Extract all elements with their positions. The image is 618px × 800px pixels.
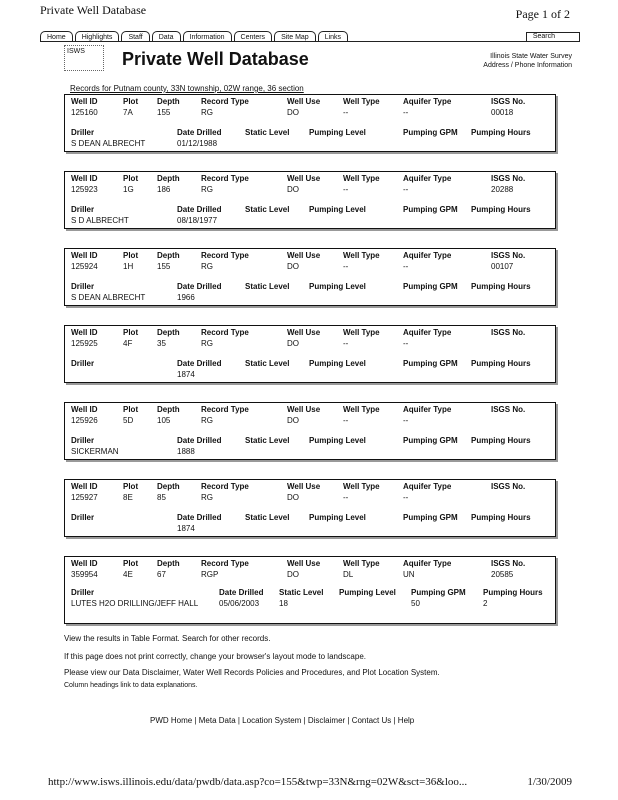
value-driller: S DEAN ALBRECHT (71, 139, 146, 148)
tab-data[interactable]: Data (152, 31, 181, 42)
value-record-type: RG (201, 493, 213, 502)
value-well-id: 125160 (71, 108, 98, 117)
col-header-record-type[interactable]: Record Type (201, 405, 249, 414)
col-header-pumping-level[interactable]: Pumping Level (309, 128, 366, 137)
value-well-use: DO (287, 416, 299, 425)
col-header-date-drilled[interactable]: Date Drilled (177, 282, 222, 291)
col-header-driller[interactable]: Driller (71, 282, 95, 291)
col-header-static-level[interactable]: Static Level (245, 128, 290, 137)
col-header-well-type[interactable]: Well Type (343, 328, 380, 337)
col-header-date-drilled[interactable]: Date Drilled (177, 205, 222, 214)
policies-line[interactable]: Please view our Data Disclaimer, Water Well Records Policies and Procedures, and Plot Location System. (64, 668, 440, 677)
col-header-aquifer-type[interactable]: Aquifer Type (403, 97, 452, 106)
record-box (64, 479, 556, 537)
col-header-pumping-gpm[interactable]: Pumping GPM (403, 205, 458, 214)
value-aquifer-type: -- (403, 493, 409, 502)
col-header-plot[interactable]: Plot (123, 251, 139, 260)
col-header-pumping-hours[interactable]: Pumping Hours (471, 128, 531, 137)
col-header-well-use[interactable]: Well Use (287, 328, 321, 337)
record-box (64, 402, 556, 460)
value-date-drilled: 1888 (177, 447, 195, 456)
col-header-well-id[interactable]: Well ID (71, 482, 98, 491)
col-header-well-type[interactable]: Well Type (343, 174, 380, 183)
value-plot: 4F (123, 339, 133, 348)
value-aquifer-type: -- (403, 108, 409, 117)
col-header-date-drilled[interactable]: Date Drilled (177, 359, 222, 368)
agency-contact[interactable]: Address / Phone Information (483, 62, 572, 69)
col-header-aquifer-type[interactable]: Aquifer Type (403, 328, 452, 337)
value-depth: 155 (157, 262, 171, 271)
tab-staff[interactable]: Staff (121, 31, 149, 42)
value-driller: S D ALBRECHT (71, 216, 129, 225)
col-header-driller[interactable]: Driller (71, 359, 95, 368)
col-header-driller[interactable]: Driller (71, 436, 95, 445)
record-box (64, 94, 556, 152)
page-title: Private Well Database (122, 49, 309, 69)
col-header-plot[interactable]: Plot (123, 482, 139, 491)
value-static-level: 18 (279, 599, 288, 608)
tab-highlights[interactable]: Highlights (75, 31, 120, 42)
col-header-driller[interactable]: Driller (71, 128, 95, 137)
value-depth: 85 (157, 493, 166, 502)
value-pumping-hours: 2 (483, 599, 488, 608)
value-well-use: DO (287, 262, 299, 271)
col-header-well-type[interactable]: Well Type (343, 405, 380, 414)
value-aquifer-type: -- (403, 416, 409, 425)
col-header-well-id[interactable]: Well ID (71, 328, 98, 337)
col-header-driller[interactable]: Driller (71, 588, 95, 597)
isws-logo[interactable]: ISWS (64, 45, 104, 71)
col-header-well-id[interactable]: Well ID (71, 405, 98, 414)
agency-info (483, 52, 572, 70)
col-header-date-drilled[interactable]: Date Drilled (177, 513, 222, 522)
record-box (64, 556, 556, 624)
value-well-id: 125925 (71, 339, 98, 348)
col-header-well-use[interactable]: Well Use (287, 405, 321, 414)
col-header-well-type[interactable]: Well Type (343, 97, 380, 106)
col-header-aquifer-type[interactable]: Aquifer Type (403, 251, 452, 260)
col-header-isgs-no[interactable]: ISGS No. (491, 97, 526, 106)
col-header-well-type[interactable]: Well Type (343, 482, 380, 491)
value-well-type: DL (343, 570, 354, 579)
col-header-well-type[interactable]: Well Type (343, 559, 380, 568)
value-plot: 7A (123, 108, 133, 117)
col-header-pumping-hours[interactable]: Pumping Hours (471, 513, 531, 522)
col-header-aquifer-type[interactable]: Aquifer Type (403, 482, 452, 491)
print-header-page: Page 1 of 2 (515, 7, 570, 21)
value-well-id: 125926 (71, 416, 98, 425)
col-header-pumping-level[interactable]: Pumping Level (339, 588, 396, 597)
col-header-plot[interactable]: Plot (123, 559, 139, 568)
value-date-drilled: 05/06/2003 (219, 599, 260, 608)
col-header-isgs-no[interactable]: ISGS No. (491, 482, 526, 491)
print-note: If this page does not print correctly, change your browser's layout mode to landscape. (64, 652, 366, 661)
col-header-record-type[interactable]: Record Type (201, 559, 249, 568)
value-depth: 155 (157, 108, 171, 117)
col-header-record-type[interactable]: Record Type (201, 97, 249, 106)
value-well-id: 125923 (71, 185, 98, 194)
tab-site-map[interactable]: Site Map (274, 31, 316, 42)
col-header-plot[interactable]: Plot (123, 405, 139, 414)
col-header-plot[interactable]: Plot (123, 174, 139, 183)
col-header-aquifer-type[interactable]: Aquifer Type (403, 405, 452, 414)
value-plot: 5D (123, 416, 134, 425)
value-plot: 1G (123, 185, 134, 194)
value-isgs-no: 20585 (491, 570, 514, 579)
col-header-depth[interactable]: Depth (157, 97, 180, 106)
print-footer-date: 1/30/2009 (527, 776, 572, 788)
col-header-plot[interactable]: Plot (123, 328, 139, 337)
col-header-pumping-level[interactable]: Pumping Level (309, 205, 366, 214)
value-record-type: RG (201, 262, 213, 271)
col-header-pumping-gpm[interactable]: Pumping GPM (403, 359, 458, 368)
value-isgs-no: 00107 (491, 262, 514, 271)
col-header-pumping-hours[interactable]: Pumping Hours (471, 436, 531, 445)
col-header-pumping-gpm[interactable]: Pumping GPM (403, 436, 458, 445)
print-footer-url: http://www.isws.illinois.edu/data/pwdb/data.asp?co=155&twp=33N&rng=02W&sct=36&loo... (48, 776, 468, 788)
col-header-pumping-gpm[interactable]: Pumping GPM (403, 513, 458, 522)
col-header-record-type[interactable]: Record Type (201, 174, 249, 183)
col-header-pumping-hours[interactable]: Pumping Hours (471, 359, 531, 368)
value-plot: 4E (123, 570, 133, 579)
value-date-drilled: 1874 (177, 370, 195, 379)
col-header-static-level[interactable]: Static Level (245, 513, 290, 522)
value-isgs-no: 20288 (491, 185, 514, 194)
value-isgs-no: 00018 (491, 108, 514, 117)
bottom-nav[interactable]: PWD Home | Meta Data | Location System | Disclaimer | Contact Us | Help (150, 716, 415, 725)
col-header-well-use[interactable]: Well Use (287, 251, 321, 260)
value-depth: 186 (157, 185, 171, 194)
value-record-type: RGP (201, 570, 219, 579)
col-header-driller[interactable]: Driller (71, 513, 95, 522)
records-summary: Records for Putnam county, 33N township, 02W range, 36 section (70, 84, 304, 93)
tab-home[interactable]: Home (40, 31, 73, 42)
record-box (64, 325, 556, 383)
value-record-type: RG (201, 416, 213, 425)
value-aquifer-type: -- (403, 185, 409, 194)
col-header-depth[interactable]: Depth (157, 174, 180, 183)
col-header-record-type[interactable]: Record Type (201, 328, 249, 337)
value-record-type: RG (201, 339, 213, 348)
col-header-depth[interactable]: Depth (157, 328, 180, 337)
col-header-well-type[interactable]: Well Type (343, 251, 380, 260)
col-header-well-id[interactable]: Well ID (71, 174, 98, 183)
value-well-id: 125924 (71, 262, 98, 271)
col-header-well-id[interactable]: Well ID (71, 97, 98, 106)
value-driller: S DEAN ALBRECHT (71, 293, 146, 302)
col-header-well-use[interactable]: Well Use (287, 174, 321, 183)
col-header-isgs-no[interactable]: ISGS No. (491, 251, 526, 260)
col-header-plot[interactable]: Plot (123, 97, 139, 106)
col-header-depth[interactable]: Depth (157, 482, 180, 491)
col-header-isgs-no[interactable]: ISGS No. (491, 328, 526, 337)
col-header-well-id[interactable]: Well ID (71, 251, 98, 260)
value-well-use: DO (287, 570, 299, 579)
value-aquifer-type: -- (403, 339, 409, 348)
agency-name[interactable]: Illinois State Water Survey (490, 53, 572, 60)
value-well-type: -- (343, 493, 349, 502)
col-header-date-drilled[interactable]: Date Drilled (177, 436, 222, 445)
value-date-drilled: 1874 (177, 524, 195, 533)
value-driller: SICKERMAN (71, 447, 119, 456)
value-driller: LUTES H2O DRILLING/JEFF HALL (71, 599, 199, 608)
col-header-pumping-hours[interactable]: Pumping Hours (471, 205, 531, 214)
tab-centers[interactable]: Centers (234, 31, 273, 42)
col-header-pumping-level[interactable]: Pumping Level (309, 436, 366, 445)
column-note: Column headings link to data explanations. (64, 682, 198, 689)
value-well-type: -- (343, 185, 349, 194)
col-header-aquifer-type[interactable]: Aquifer Type (403, 174, 452, 183)
value-date-drilled: 01/12/1988 (177, 139, 218, 148)
value-plot: 1H (123, 262, 134, 271)
col-header-date-drilled[interactable]: Date Drilled (177, 128, 222, 137)
col-header-isgs-no[interactable]: ISGS No. (491, 405, 526, 414)
col-header-isgs-no[interactable]: ISGS No. (491, 559, 526, 568)
nav-divider (40, 41, 580, 42)
value-depth: 67 (157, 570, 166, 579)
col-header-pumping-hours[interactable]: Pumping Hours (471, 282, 531, 291)
col-header-depth[interactable]: Depth (157, 251, 180, 260)
value-date-drilled: 08/18/1977 (177, 216, 218, 225)
value-record-type: RG (201, 108, 213, 117)
col-header-static-level[interactable]: Static Level (245, 282, 290, 291)
col-header-isgs-no[interactable]: ISGS No. (491, 174, 526, 183)
col-header-well-use[interactable]: Well Use (287, 559, 321, 568)
value-date-drilled: 1966 (177, 293, 195, 302)
value-aquifer-type: UN (403, 570, 415, 579)
col-header-aquifer-type[interactable]: Aquifer Type (403, 559, 452, 568)
tab-information[interactable]: Information (183, 31, 232, 42)
col-header-pumping-gpm[interactable]: Pumping GPM (403, 282, 458, 291)
col-header-well-use[interactable]: Well Use (287, 482, 321, 491)
col-header-static-level[interactable]: Static Level (279, 588, 324, 597)
value-well-use: DO (287, 108, 299, 117)
col-header-pumping-level[interactable]: Pumping Level (309, 282, 366, 291)
value-well-id: 359954 (71, 570, 98, 579)
value-depth: 35 (157, 339, 166, 348)
value-well-use: DO (287, 185, 299, 194)
value-well-type: -- (343, 262, 349, 271)
value-well-type: -- (343, 416, 349, 425)
value-pumping-gpm: 50 (411, 599, 420, 608)
search-box[interactable]: Search (526, 32, 580, 42)
print-header-title: Private Well Database (40, 3, 147, 17)
col-header-static-level[interactable]: Static Level (245, 359, 290, 368)
col-header-static-level[interactable]: Static Level (245, 436, 290, 445)
col-header-depth[interactable]: Depth (157, 405, 180, 414)
col-header-date-drilled[interactable]: Date Drilled (219, 588, 264, 597)
col-header-driller[interactable]: Driller (71, 205, 95, 214)
record-box (64, 248, 556, 306)
col-header-pumping-hours[interactable]: Pumping Hours (483, 588, 543, 597)
col-header-pumping-level[interactable]: Pumping Level (309, 359, 366, 368)
col-header-static-level[interactable]: Static Level (245, 205, 290, 214)
col-header-pumping-gpm[interactable]: Pumping GPM (403, 128, 458, 137)
col-header-well-use[interactable]: Well Use (287, 97, 321, 106)
col-header-depth[interactable]: Depth (157, 559, 180, 568)
value-well-use: DO (287, 339, 299, 348)
value-well-id: 125927 (71, 493, 98, 502)
value-well-type: -- (343, 108, 349, 117)
value-plot: 8E (123, 493, 133, 502)
col-header-record-type[interactable]: Record Type (201, 251, 249, 260)
col-header-pumping-level[interactable]: Pumping Level (309, 513, 366, 522)
tab-links[interactable]: Links (318, 31, 348, 42)
col-header-well-id[interactable]: Well ID (71, 559, 98, 568)
record-box (64, 171, 556, 229)
value-aquifer-type: -- (403, 262, 409, 271)
value-well-type: -- (343, 339, 349, 348)
value-record-type: RG (201, 185, 213, 194)
value-depth: 105 (157, 416, 171, 425)
col-header-pumping-gpm[interactable]: Pumping GPM (411, 588, 466, 597)
col-header-record-type[interactable]: Record Type (201, 482, 249, 491)
value-well-use: DO (287, 493, 299, 502)
view-results-line[interactable]: View the results in Table Format. Search for other records. (64, 634, 271, 643)
